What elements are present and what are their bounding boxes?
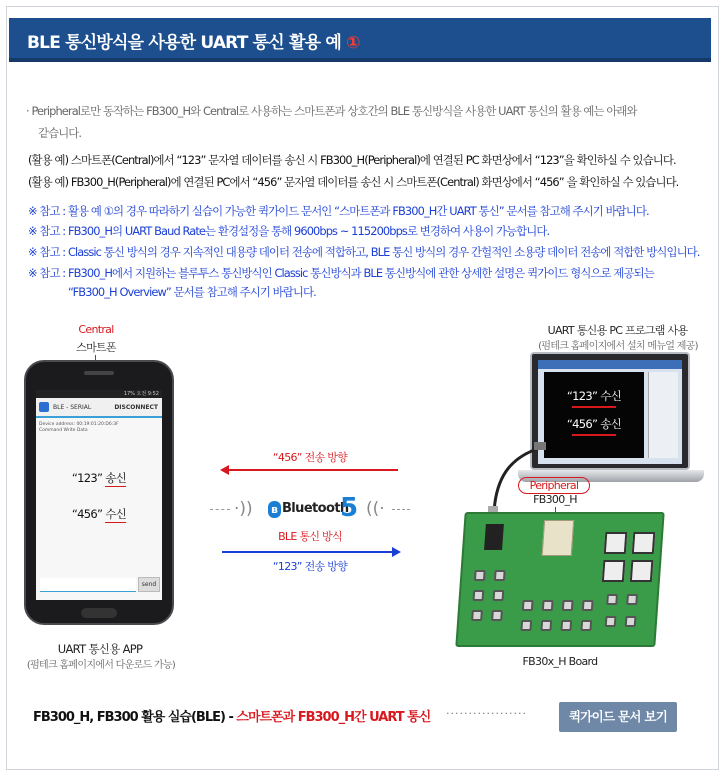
- bottom-tutorial-highlight: 스마트폰과 FB300_H간 UART 통신: [236, 710, 431, 725]
- app-caption: UART 통신용 APP: [57, 642, 143, 656]
- bluetooth-logo: [210, 493, 410, 527]
- note-3: ※ 참고 : Classic 통신 방식의 경우 지속적인 대용량 데이터 전송에 적합하고, BLE 통신 방식의 경우 간헐적인 소용량 데이터 전송에 적합한 방식입니다.: [28, 245, 700, 259]
- app-caption-sub: (펌테크 홈페이지에서 다운로드 가능): [26, 660, 176, 671]
- phone-screen: [36, 390, 162, 600]
- arrow-top-label: “456” 전송 방향: [272, 451, 348, 464]
- window-side-panel: [648, 372, 678, 458]
- fb30x-board-illustration: [455, 512, 664, 647]
- pc-received-message: “123” 수신: [566, 389, 622, 403]
- quickguide-view-button[interactable]: 퀵가이드 문서 보기: [559, 702, 677, 732]
- note-4: ※ 참고 : FB300_H에서 지원하는 블루투스 통신방식인 Classic 통신방식과 BLE 통신방식에 관한 상세한 설명은 퀵가이드 형식으로 제공되는: [28, 266, 654, 280]
- section-header: [9, 18, 711, 62]
- arrow-right-head: [392, 547, 401, 557]
- pc-caption-sub: (펌테크 홈페이지에서 설치 메뉴얼 제공): [538, 341, 698, 352]
- disconnect-button[interactable]: DISCONNECT: [114, 404, 158, 411]
- terminal-area: [544, 372, 644, 458]
- home-button: [81, 608, 117, 618]
- bluetooth-word: Bluetooth: [282, 501, 349, 516]
- window-titlebar: [538, 360, 682, 369]
- app-bar: [36, 398, 162, 418]
- bluetooth-icon: ʙ: [268, 501, 281, 518]
- fb300h-module: [542, 520, 575, 556]
- pc-caption: UART 통신용 PC 프로그램 사용: [547, 324, 688, 337]
- laptop-screen: [538, 360, 682, 464]
- pc-sent-message: “456” 송신: [566, 417, 622, 431]
- command-write: Command Write Data: [39, 428, 88, 433]
- send-button[interactable]: send: [138, 577, 160, 592]
- status-bar: 17% 오전 9:52: [36, 390, 162, 398]
- signal-right-icon: ((·: [366, 499, 385, 519]
- central-label: Central: [78, 323, 114, 336]
- intro-line-2: 같습니다.: [38, 126, 82, 140]
- laptop-illustration: [530, 352, 690, 470]
- app-icon: [39, 402, 49, 412]
- dot-leader: ··················: [446, 707, 527, 720]
- peripheral-label: Peripheral: [518, 477, 590, 494]
- bluetooth-version: 5: [340, 493, 359, 523]
- device-address: Device address: 00:19:01:20:D6:3F: [39, 422, 119, 427]
- arrow-left-line: [228, 469, 398, 471]
- note-2: ※ 참고 : FB300_H의 UART Baud Rate는 환경설정을 통해 9600bps ~ 115200bps로 변경하여 사용이 가능합니다.: [28, 224, 550, 238]
- board-caption: FB30x_H Board: [522, 655, 598, 668]
- note-1: ※ 참고 : 활용 예 ①의 경우 따라하기 실습이 가능한 퀵가이드 문서인 “스마트폰과 FB300_H간 UART 통신” 문서를 참고해 주시기 바랍니다.: [28, 204, 649, 218]
- page-title: BLE 통신방식을 사용한 UART 통신 활용 예 ①: [27, 33, 360, 53]
- ble-label: BLE 통신 방식: [278, 530, 342, 543]
- device-info: [39, 422, 119, 434]
- arrow-right-line: [222, 551, 392, 553]
- bottom-tutorial-title: FB300_H, FB300 활용 실습(BLE) - 스마트폰과 FB300_H간 UART 통신: [33, 710, 431, 725]
- signal-left-icon: ·)): [234, 499, 253, 519]
- earpiece: [84, 371, 114, 375]
- title-number: ①: [346, 33, 360, 53]
- phone-received-message: “456” 수신: [71, 507, 127, 521]
- arrow-left-head: [220, 465, 229, 475]
- fb300h-label: FB300_H: [533, 493, 577, 506]
- app-name: BLE - SERIAL: [53, 404, 92, 411]
- arrow-bottom-label: “123” 전송 방향: [272, 560, 348, 573]
- intro-line-1: · Peripheral로만 동작하는 FB300_H와 Central로 사용하는 스마트폰과 상호간의 BLE 통신방식을 사용한 UART 통신의 활용 예는 아래와: [26, 104, 637, 118]
- example-2: (활용 예) FB300_H(Peripheral)에 연결된 PC에서 “456” 문자열 데이터를 송신 시 스마트폰(Central) 화면상에서 “456” 을 확인하실 수 있습니다.: [28, 175, 679, 189]
- smartphone-illustration: [24, 360, 174, 625]
- message-input[interactable]: [40, 578, 136, 592]
- note-4-cont: “FB300_H Overview” 문서를 참고해 주시기 바랍니다.: [68, 285, 316, 299]
- example-1: (활용 예) 스마트폰(Central)에서 “123” 문자열 데이터를 송신 시 FB300_H(Peripheral)에 연결된 PC 화면상에서 “123”을 확인하실 수 있습니다.: [28, 153, 676, 167]
- phone-sent-message: “123” 송신: [71, 471, 127, 485]
- smartphone-label: 스마트폰: [76, 341, 116, 354]
